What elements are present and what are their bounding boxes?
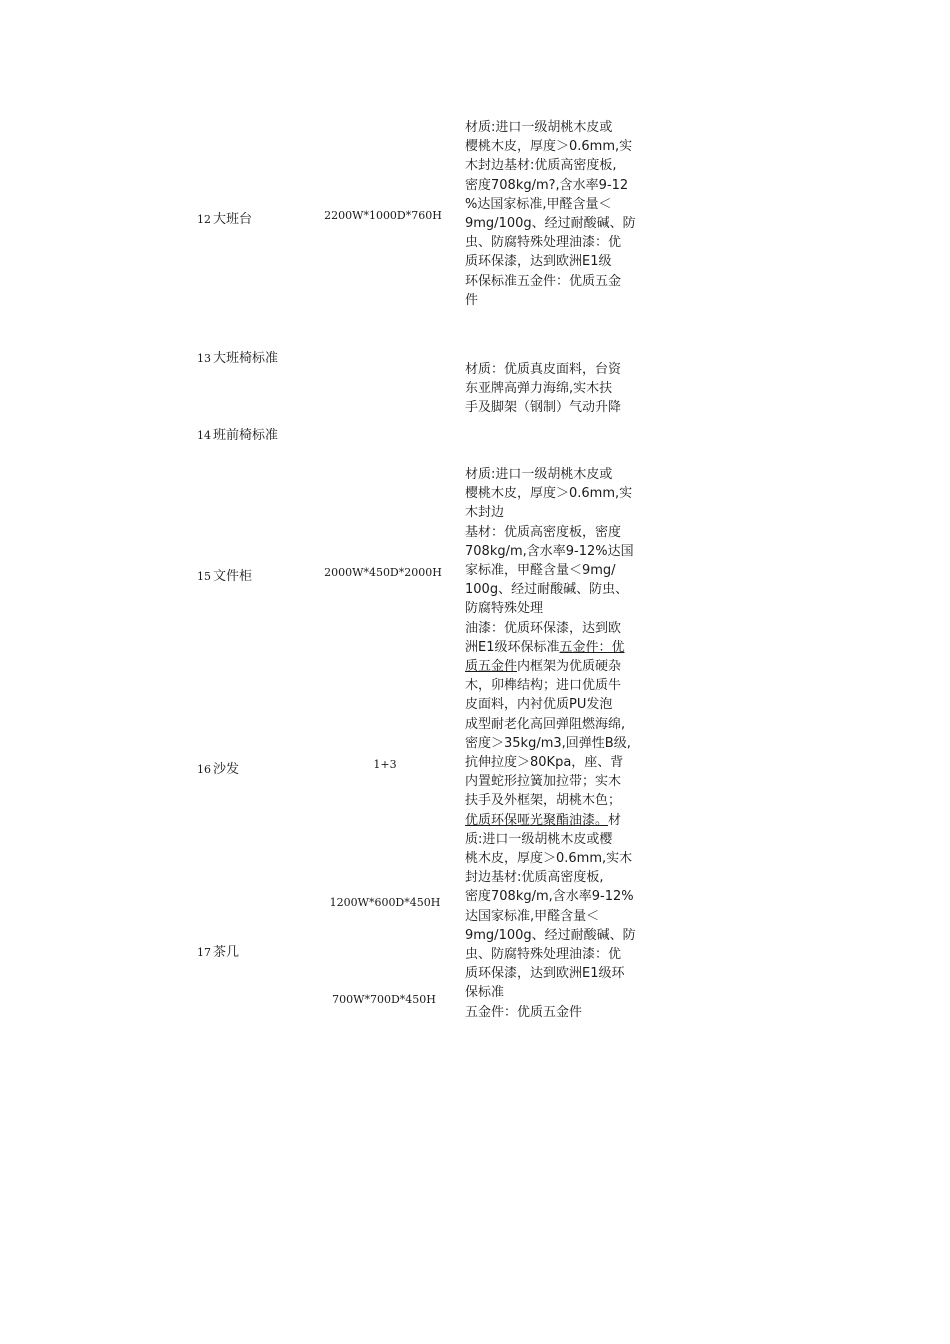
desc-line: 防腐特殊处理	[465, 601, 544, 617]
item-name: 大班台	[213, 212, 253, 227]
item-number: 12	[197, 213, 211, 226]
desc-text: 材	[608, 812, 622, 828]
desc-line: 材质:进口一级胡桃木皮或	[465, 120, 613, 135]
item-12-description	[465, 118, 641, 310]
desc-line: 成型耐老化高回弹阻燃海绵,	[465, 716, 626, 732]
desc-underlined: 优质环保哑光聚酯油漆。	[465, 812, 609, 828]
item-12	[197, 208, 252, 227]
desc-line: 100g、经过耐酸碱、防虫、	[465, 582, 629, 598]
desc-text: 洲E1级环保标准	[465, 639, 560, 655]
item-17-dimensions: 1200W*600D*450H	[329, 896, 441, 909]
item-number: 15	[197, 570, 211, 583]
item-15-dimensions: 2000W*450D*2000H	[324, 566, 442, 579]
desc-line: 环保标准五金件：优质五金	[465, 273, 622, 289]
desc-line: 密度708kg/m?,含水率9-12	[465, 177, 629, 193]
item-name: 班前椅标准	[213, 428, 279, 443]
item-name: 大班椅标准	[213, 351, 279, 366]
desc-line: 抗伸拉度＞80Kpa，座、背	[465, 755, 624, 771]
desc-line: 708kg/m,含水率9-12%达国	[465, 543, 634, 559]
desc-line: 质:进口一级胡桃木皮或樱	[465, 831, 613, 847]
item-name: 沙发	[213, 762, 240, 777]
desc-line	[465, 657, 641, 676]
item-15-17-description	[465, 465, 641, 1022]
desc-line: 木封边基材:优质高密度板,	[465, 158, 617, 174]
desc-line: 樱桃木皮，厚度＞0.6mm,实	[465, 486, 633, 502]
desc-line: 手及脚架（钢制）气动升降	[465, 400, 622, 416]
item-17-dimensions-alt: 700W*700D*450H	[332, 993, 436, 1006]
desc-line: 虫、防腐特殊处理油漆：优	[465, 947, 622, 963]
desc-line: 材质：优质真皮面料，台资	[465, 362, 622, 377]
desc-line: 木封边	[465, 505, 505, 521]
desc-line: 基材：优质高密度板，密度	[465, 524, 622, 540]
desc-line: 内置蛇形拉簧加拉带；实木	[465, 774, 622, 790]
desc-line: 材质:进口一级胡桃木皮或	[465, 467, 613, 482]
desc-line: 皮面料，内衬优质PU发泡	[465, 697, 613, 713]
desc-line: 保标准	[465, 985, 505, 1001]
desc-line: 密度708kg/m,含水率9-12%	[465, 889, 634, 905]
desc-line	[465, 638, 641, 657]
desc-line: 樱桃木皮，厚度＞0.6mm,实	[465, 139, 633, 155]
item-15	[197, 565, 252, 584]
item-14	[197, 424, 278, 443]
desc-text: 内框架为优质硬杂	[517, 659, 622, 675]
desc-line: 木，卯榫结构；进口优质牛	[465, 678, 622, 694]
desc-line: 封边基材:优质高密度板,	[465, 870, 604, 886]
item-16-spec: 1+3	[373, 758, 397, 771]
item-number: 16	[197, 763, 211, 776]
desc-line	[465, 811, 641, 830]
desc-line: 虫、防腐特殊处理油漆：优	[465, 235, 622, 251]
desc-line: 件	[465, 292, 479, 308]
item-13	[197, 347, 278, 366]
desc-line: 东亚牌高弹力海绵,实木扶	[465, 381, 613, 397]
desc-line: 家标准，甲醛含量＜9mg/	[465, 563, 616, 579]
item-name: 文件柜	[213, 569, 253, 584]
item-number: 17	[197, 946, 211, 959]
desc-line: %达国家标准,甲醛含量＜	[465, 196, 612, 212]
item-number: 14	[197, 429, 211, 442]
desc-underlined: 五金件：优	[559, 639, 625, 655]
item-12-dimensions: 2200W*1000D*760H	[324, 209, 442, 222]
desc-line: 密度＞35kg/m3,回弹性B级,	[465, 735, 631, 751]
desc-line: 9mg/100g、经过耐酸碱、防	[465, 216, 636, 232]
desc-underlined: 质五金件	[465, 659, 518, 675]
desc-line: 质环保漆，达到欧洲E1级环	[465, 966, 625, 982]
item-number: 13	[197, 352, 211, 365]
desc-line: 扶手及外框架，胡桃木色；	[465, 793, 622, 809]
item-16	[197, 758, 239, 777]
desc-line: 9mg/100g、经过耐酸碱、防	[465, 927, 636, 943]
desc-line: 五金件：优质五金件	[465, 1004, 583, 1020]
item-17	[197, 941, 239, 960]
desc-line: 桃木皮，厚度＞0.6mm,实木	[465, 851, 633, 867]
item-name: 茶几	[213, 945, 240, 960]
desc-line: 达国家标准,甲醛含量＜	[465, 908, 600, 924]
desc-line: 油漆：优质环保漆，达到欧	[465, 620, 622, 636]
item-13-description	[465, 360, 641, 418]
desc-line: 质环保漆，达到欧洲E1级	[465, 254, 612, 270]
